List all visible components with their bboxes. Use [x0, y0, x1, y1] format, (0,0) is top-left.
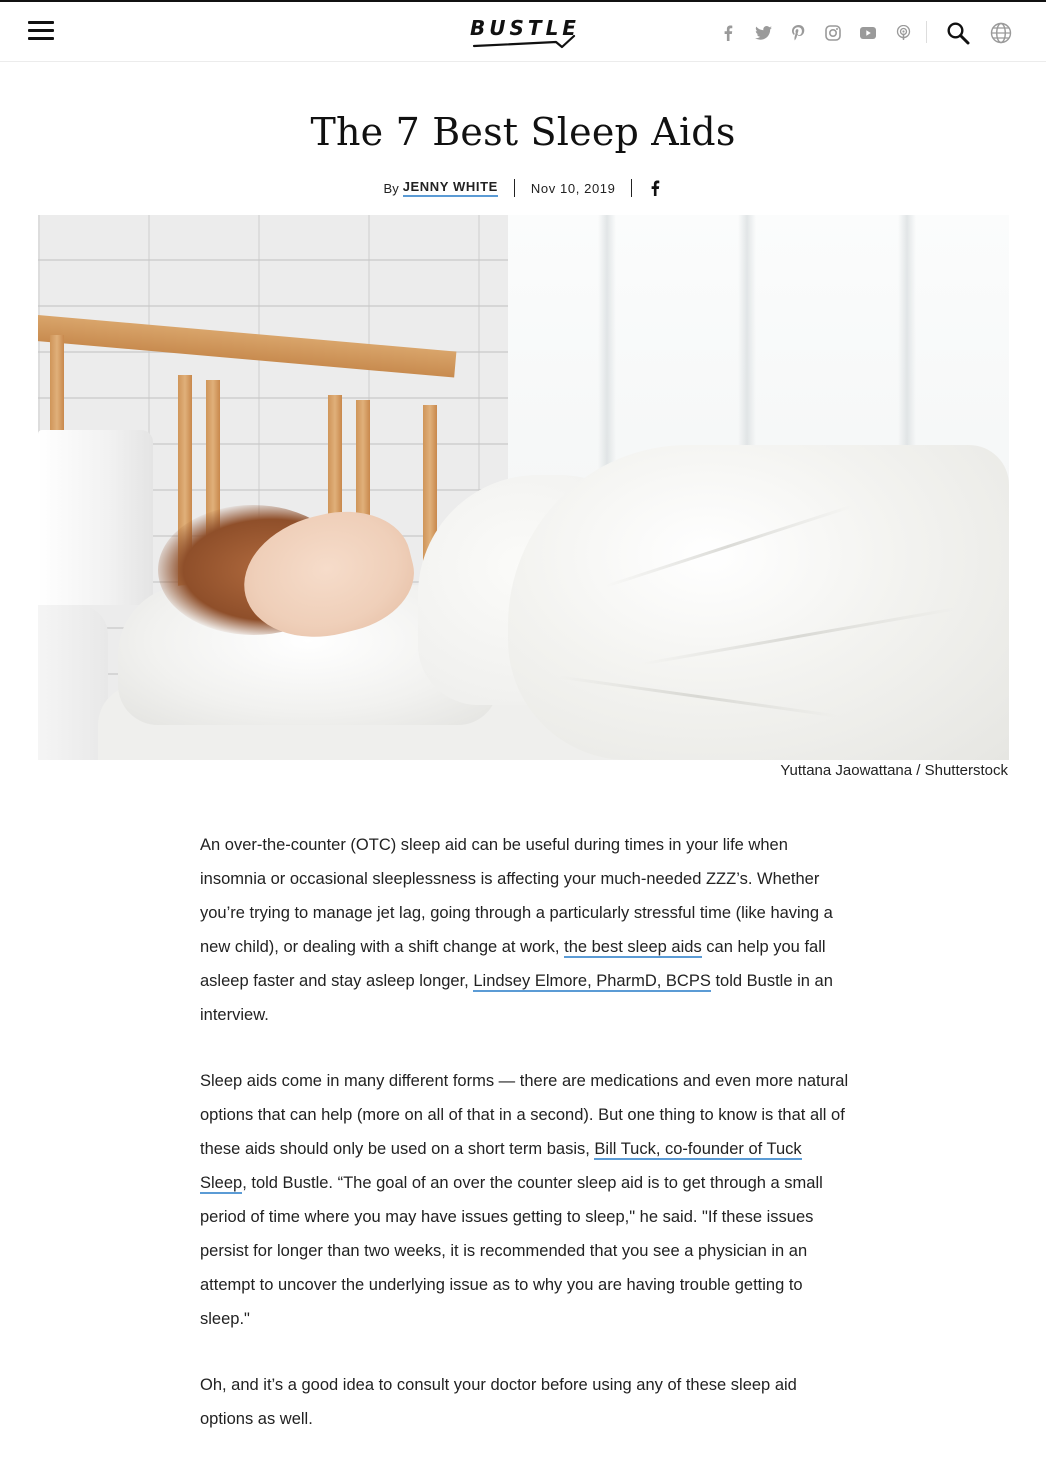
- facebook-icon[interactable]: [717, 22, 739, 44]
- instagram-icon[interactable]: [822, 22, 844, 44]
- image-credit: Yuttana Jaowattana / Shutterstock: [780, 762, 1008, 779]
- article-body: [200, 828, 850, 1468]
- twitter-icon[interactable]: [752, 22, 774, 44]
- paragraph: Sleep aids come in many different forms — there are medications and even more natural options that can help (more on all of that in a second). But one thing to know is that all of these aids should only be used on a short term basis, Bill Tuck, co-founder of Tuck Sleep, told Bustle. “The goal of an over the counter sleep aid is to get through a small period of time where you may have issues getting to sleep," he said. "If these issues persist for longer than two weeks, it is recommended that you see a physician in an attempt to uncover the underlying issue as to why you are having trouble getting to sleep.": [200, 1072, 849, 1328]
- hero-image: [38, 215, 1009, 760]
- social-links: [704, 22, 914, 44]
- header-divider: [926, 21, 927, 43]
- lamp: [38, 430, 153, 605]
- link-lindsey-elmore[interactable]: Lindsey Elmore, PharmD, BCPS: [473, 972, 711, 990]
- pinterest-icon[interactable]: [787, 22, 809, 44]
- duvet: [508, 445, 1009, 760]
- byline-divider: [631, 179, 632, 197]
- search-icon[interactable]: [946, 21, 970, 45]
- publish-date: Nov 10, 2019: [530, 180, 616, 196]
- article-title: The 7 Best Sleep Aids: [310, 110, 736, 154]
- paragraph: An over-the-counter (OTC) sleep aid can be useful during times in your life when insomnia or occasional sleeplessness is affecting your much-needed ZZZ’s. Whether you’re trying to manage jet lag, going through a particularly stressful time (like having a new child), or dealing with a shift change at work, the best sleep aids can help you fall asleep faster and stay asleep longer, Lindsey Elmore, PharmD, BCPS told Bustle in an interview.: [200, 836, 833, 1024]
- paragraph: Oh, and it’s a good idea to consult your doctor before using any of these sleep aid options as well.: [200, 1376, 797, 1428]
- facebook-share-icon[interactable]: [648, 178, 662, 198]
- podcast-icon[interactable]: [892, 22, 914, 44]
- site-logo[interactable]: [470, 12, 580, 52]
- byline-divider: [514, 179, 515, 197]
- by-label: By: [383, 180, 399, 196]
- youtube-icon[interactable]: [857, 22, 879, 44]
- byline: [0, 176, 1046, 200]
- menu-icon[interactable]: [28, 21, 54, 41]
- logo-swoosh-icon: [470, 12, 580, 52]
- site-header: [0, 2, 1046, 62]
- author-link[interactable]: JENNY WHITE: [403, 179, 498, 197]
- logo-text: BUSTLE: [470, 16, 580, 40]
- globe-icon[interactable]: [989, 21, 1013, 45]
- link-bill-tuck[interactable]: Bill Tuck, co-founder of Tuck Sleep: [200, 1140, 802, 1192]
- link-best-sleep-aids[interactable]: the best sleep aids: [564, 938, 702, 956]
